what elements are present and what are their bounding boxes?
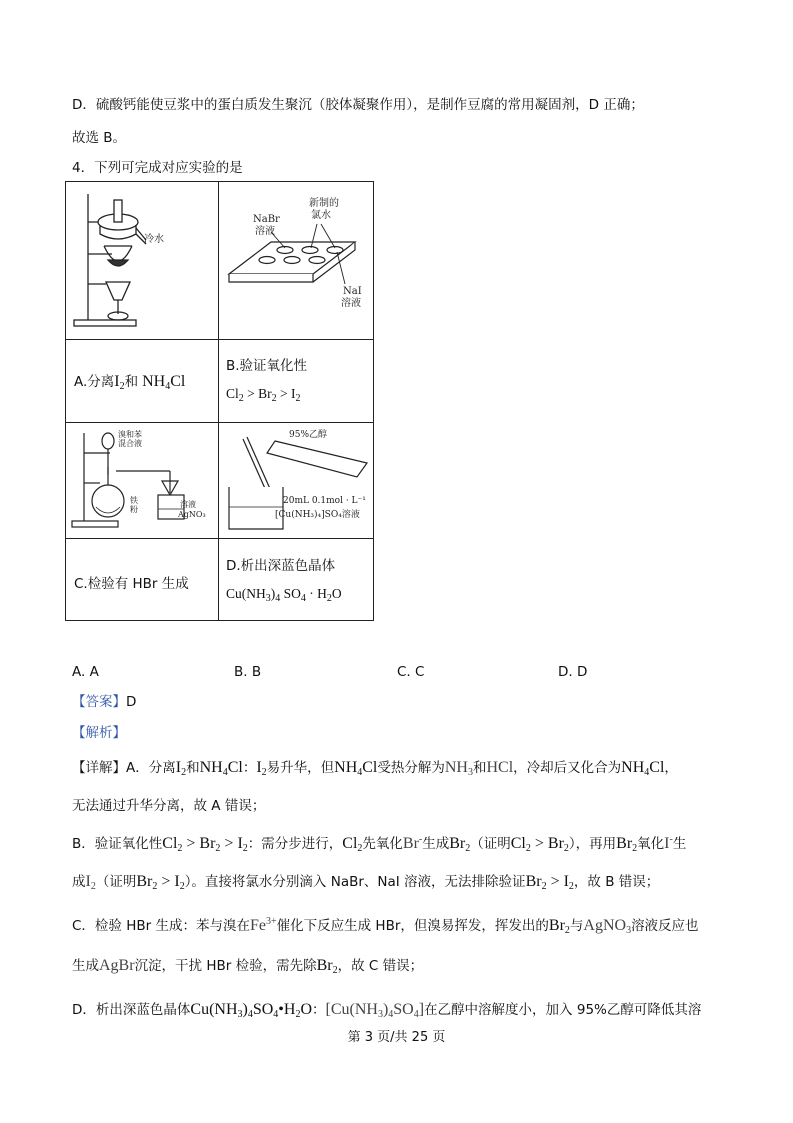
copper-complex-label: [Cu(NH₃)₄]SO₄溶液 <box>275 510 360 520</box>
ethanol-label: 95%乙醇 <box>289 430 328 440</box>
answer-tag: 【答案】 <box>72 694 126 710</box>
mixture-label: 溴和苯 <box>118 430 142 439</box>
spot-plate-image <box>219 182 374 339</box>
iron-label: 铁 <box>130 496 138 505</box>
solution-label: 溶液 <box>180 500 196 509</box>
option-c-label: C.检验有 HBr 生成 <box>74 576 189 592</box>
crystallization-image <box>219 423 374 538</box>
experiment-table <box>65 181 374 621</box>
choose-line: 故选 B。 <box>72 130 127 146</box>
cold-water-label: 冷水 <box>144 234 164 245</box>
mixture-label-2: 混合液 <box>118 439 142 448</box>
table-divider <box>66 538 373 539</box>
option-d-formula: $Cu(NH_3)_4$ $SO_4 \cdot H_2O$ <box>226 586 342 604</box>
nabr-solution-label: 溶液 <box>255 226 275 237</box>
figure-b <box>219 182 374 339</box>
nai-label: NaI <box>343 286 362 297</box>
detail-b-line-2: 成$I_2$（证明$Br_2 > I_2$）。直接将氯水分别滴入 NaBr、NaI 溶液，无法排除验证$Br_2 > I_2$，故 B 错误； <box>72 873 660 892</box>
option-a-label: A.分离$I_2$和 $NH_4Cl$ <box>74 373 186 392</box>
detail-c-line-1: C．检验 HBr 生成：苯与溴在$Fe^{3+}$催化下反应生成 HBr，但溴易挥发，挥发出的$Br_2$与AgNO$_3$溶液反应也 <box>72 916 699 936</box>
answer-line <box>72 692 136 712</box>
choice-a: A. A <box>72 664 99 680</box>
question-title: 4．下列可完成对应实验的是 <box>72 160 243 176</box>
concentration-label: 20mL 0.1mol · L⁻¹ <box>283 496 366 506</box>
chlorine-water-label: 氯水 <box>311 210 331 221</box>
nabr-label: NaBr <box>253 214 280 225</box>
option-b-label: B.验证氧化性 <box>226 358 308 374</box>
detail-a-line-1: 【详解】A．分离$I_2$和$NH_4Cl$：$I_2$易升华，但$NH_4Cl$受热分解为$NH_3$和HCl，冷却后又化合为$NH_4Cl$， <box>72 759 678 778</box>
agno3-label: AgNO₃ <box>178 510 206 519</box>
detail-c-line-2: 生成AgBr沉淀，干扰 HBr 检验，需先除$Br_2$，故 C 错误； <box>72 957 424 976</box>
prev-answer-d: D．硫酸钙能使豆浆中的蛋白质发生聚沉（胶体凝聚作用），是制作豆腐的常用凝固剂，D 正确； <box>72 97 644 113</box>
detail-a-line-2: 无法通过升华分离，故 A 错误； <box>72 798 266 814</box>
analysis-tag: 【解析】 <box>72 725 126 741</box>
choice-b: B. B <box>234 664 262 680</box>
detail-d-line-1: D．析出深蓝色晶体$Cu(NH_3)_4SO_4•H_2O$：$[Cu(NH_3)_4SO_4]$在乙醇中溶解度小，加入 95%乙醇可降低其溶 <box>72 1001 702 1020</box>
answer-value: D <box>126 694 137 710</box>
choice-c: C. C <box>397 664 425 680</box>
figure-c <box>66 423 218 538</box>
option-b-formula: $Cl_2 > Br_2 > I_2$ <box>226 386 301 404</box>
choice-d: D. D <box>558 664 588 680</box>
page-footer: 第 3 页/共 25 页 <box>347 1030 446 1045</box>
table-divider <box>66 339 373 340</box>
hbr-test-apparatus-image <box>66 423 218 538</box>
iron-label-2: 粉 <box>130 505 138 514</box>
sublimation-apparatus-image <box>66 182 218 339</box>
figure-a <box>66 182 218 339</box>
figure-d <box>219 423 374 538</box>
detail-b-line-1: B．验证氧化性$Cl_2 > Br_2 > I_2$：需分步进行，$Cl_2$先氧化Br-生成$Br_2$（证明$Cl_2 > Br_2$），再用$Br_2$氧化I-生 <box>72 834 687 854</box>
nai-solution-label: 溶液 <box>341 298 361 309</box>
chlorine-label: 新制的 <box>309 198 339 209</box>
option-d-label: D.析出深蓝色晶体 <box>226 558 336 574</box>
